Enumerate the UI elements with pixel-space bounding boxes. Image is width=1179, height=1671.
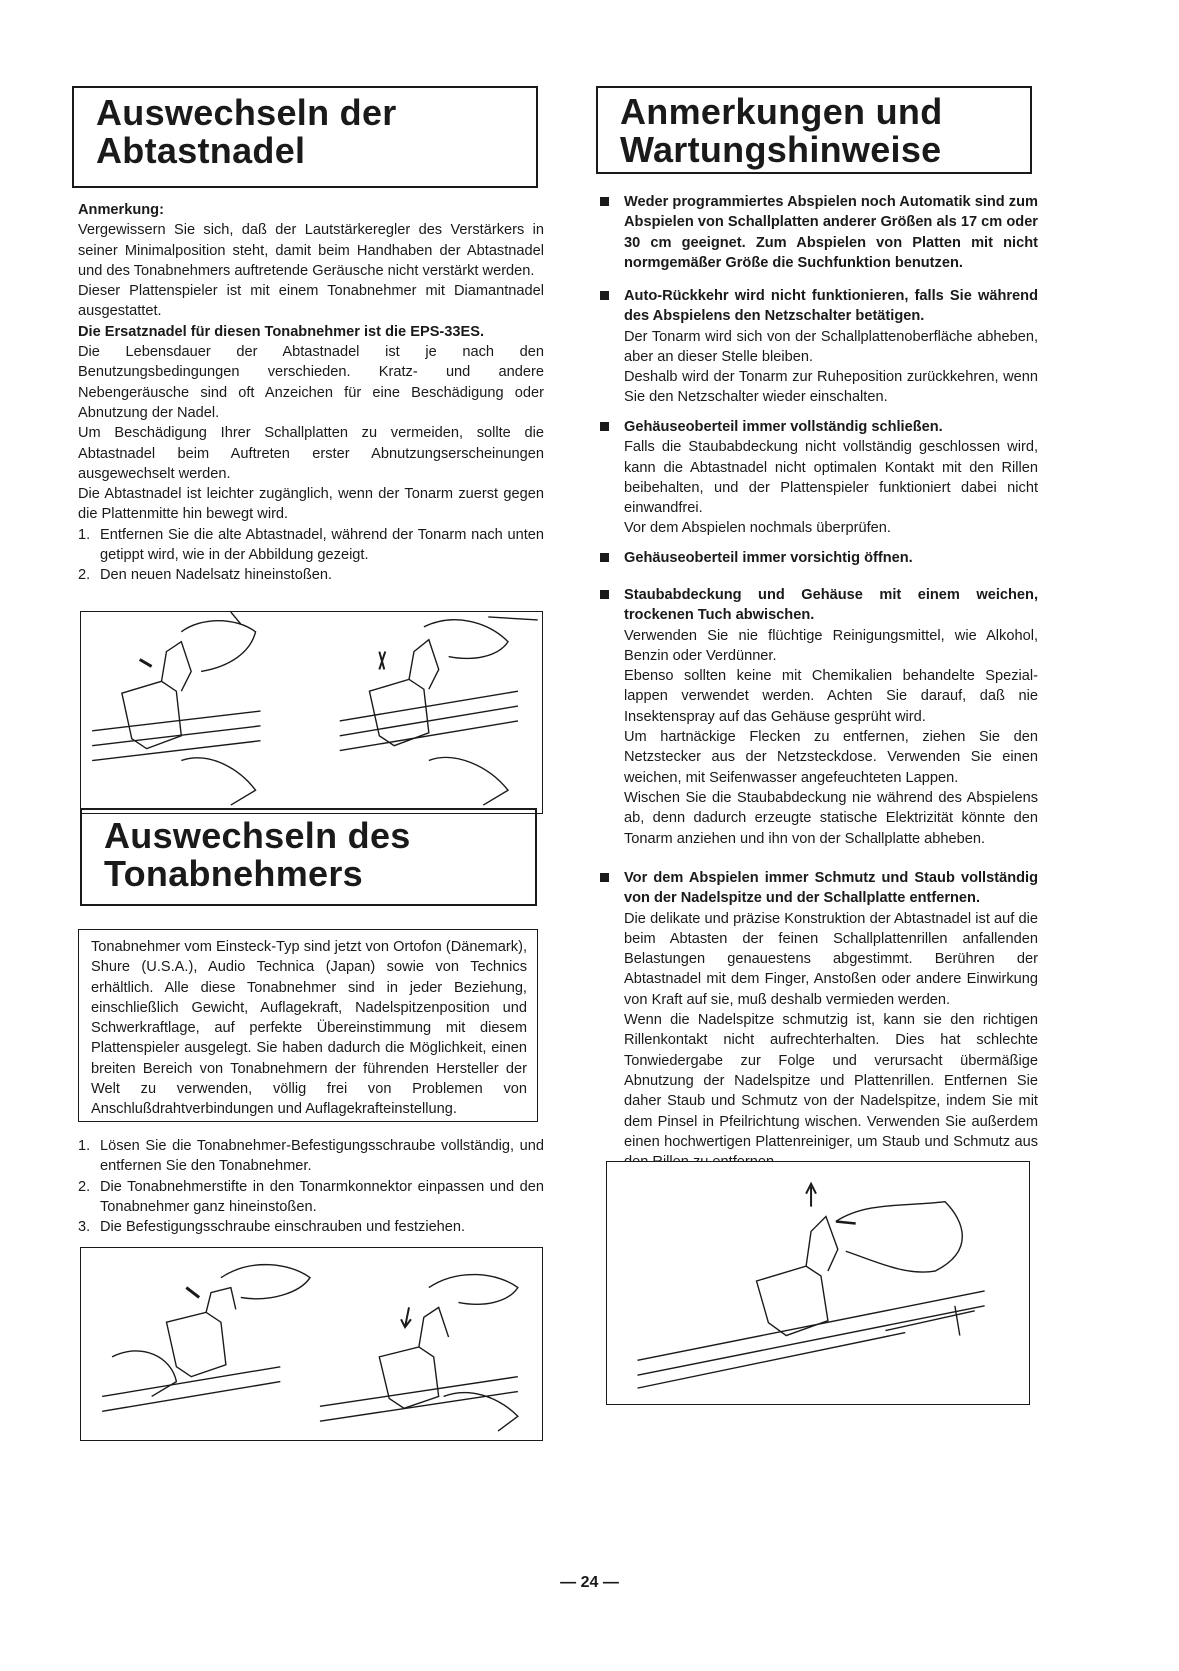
list-item: Gehäuseoberteil immer vorsichtig öffnen. (598, 548, 1038, 568)
paragraph: Die Abtastnadel ist leichter zugänglich, wenn der Tonarm zuerst gegen die Plattenmitte hin bewegt wird. (78, 486, 544, 523)
paragraph: Tonabnehmer vom Einsteck-Typ sind jetzt von Ortofon (Dänemark), Shure (U.S.A.), Audio Technica (Japan) sowie von Technics erhältlich. Alle diese Tonabnehmer sind in jeder Beziehung, einschließlich Gewicht, Auflagekraft, Nadelspitzenposition und Schwerkraftlage, auf perfekte Übereinstimmung mit diesem Plattenspieler ausgelegt. Sie haben dadurch die Möglichkeit, einen breiten Bereich von Tonabnehmern der führenden Hersteller der Welt zu verwenden, völlig frei von Problemen von Anschlußdrahtverbindungen und Auflagekrafteinstellung. (91, 939, 527, 1118)
paragraph: Vergewissern Sie sich, daß der Lautstärkeregler des Verstärkers in seiner Minimalposition steht, damit beim Handhaben der Abtastnadel und des Tonabnehmers auftretende Geräusche nicht verstärkt werden. (78, 222, 544, 279)
title-line-1: Anmerkungen und (620, 91, 943, 132)
title-line-2: Wartungshinweise (620, 129, 942, 170)
bullet-square (600, 590, 609, 599)
title-cartridge-replacement (80, 808, 537, 906)
list-item: 2. Die Tonabnehmerstifte in den Tonarmkonnektor einpassen und den Tonabnehmer ganz hineinstoßen. (78, 1178, 544, 1215)
list-item: 1. Entfernen Sie die alte Abtastnadel, während der Tonarm nach unten getippt wird, wie in der Abbildung gezeigt. (78, 526, 544, 564)
bullet-square (600, 553, 609, 562)
title-notes-maintenance (596, 86, 1032, 174)
list-item: 2. Den neuen Nadelsatz hineinstoßen. (78, 567, 333, 584)
list-item: 3. Die Befestigungsschraube einschrauben und festziehen. (78, 1219, 466, 1236)
cartridge-steps-block (78, 1136, 544, 1237)
bullet-square (600, 291, 609, 300)
cartridge-steps (78, 1136, 544, 1237)
cartridge-replacement-illustration (80, 1247, 543, 1441)
list-item: 1. Lösen Sie die Tonabnehmer-Befestigungsschraube vollständig, und entfernen Sie den Tonabnehmer. (78, 1138, 544, 1175)
title-line-2: Abtastnadel (96, 130, 306, 171)
bullet-square (600, 422, 609, 431)
stylus-steps (78, 525, 544, 586)
list-item: Auto-Rückkehr wird nicht funktionieren, falls Sie während des Abspielens den Netzschalter betätigen. Der Tonarm wird sich von der Schallplattenoberfläche abheben, aber an dieser Stelle bleiben. Deshalb wird der Tonarm zur Ruheposition zurückkehren, wenn Sie den Netzschalter wieder einschalten. (598, 286, 1038, 408)
list-item: Gehäuseoberteil immer vollständig schließen. Falls die Staubabdeckung nicht vollständig geschlossen wird, kann die Abtastnadel nicht optimalen Kontakt mit den Rillen beibehalten, und der Plattenspieler funktioniert dabei nicht einwandfrei. Vor dem Abspielen nochmals überprüfen. (598, 417, 1038, 539)
paragraph: Die Lebensdauer der Abtastnadel ist je nach den Benutzungsbedingungen verschieden. Kratz- und andere Nebengeräusche sind oft Anzeichen für eine Beschädigung oder Abnutzung der Nadel. (78, 344, 544, 421)
title-stylus-replacement (72, 86, 538, 188)
paragraph: Dieser Plattenspieler ist mit einem Tonabnehmer mit Diamantnadel ausgestattet. (78, 283, 544, 320)
stylus-cleaning-illustration (606, 1161, 1030, 1405)
bullet-square (600, 873, 609, 882)
stylus-replacement-illustration (80, 611, 543, 814)
title-line-1: Auswechseln der (96, 92, 397, 133)
stylus-text-block (78, 200, 544, 586)
list-item: Weder programmiertes Abspielen noch Automatik sind zum Abspielen von Schallplatten anderer Größen als 17 cm oder 30 cm geeignet. Zum Abspielen von Platten mit nicht normgemäßer Größe die Suchfunktion benutzen. (598, 192, 1038, 273)
title-line-2: Tonabnehmers (104, 853, 363, 894)
bullet-square (600, 197, 609, 206)
page-number: — 24 — (560, 1574, 619, 1591)
replacement-stylus-note: Die Ersatznadel für diesen Tonabnehmer ist die EPS-33ES. (78, 323, 485, 340)
note-label: Anmerkung: (78, 202, 164, 218)
paragraph: Um Beschädigung Ihrer Schallplatten zu vermeiden, sollte die Abtastnadel beim Auftreten erster Abnutzungserscheinungen ausgewechselt werden. (78, 425, 544, 482)
title-line-1: Auswechseln des (104, 815, 411, 856)
list-item: Staubabdeckung und Gehäuse mit einem weichen, trockenen Tuch abwischen. Verwenden Sie nie flüchtige Reinigungsmittel, wie Alkohol, Benzin oder Verdünner. Ebenso sollten keine mit Chemikalien behandelte Spezial-lappen verwendet werden. Achten Sie darauf, daß nie Insektenspray auf das Gehäuse gesprüht wird. Um hartnäckige Flecken zu entfernen, ziehen Sie den Netzstecker aus der Netzsteckdose. Verwenden Sie einen weichen, mit Seifenwasser angefeuchteten Lappen. Wischen Sie die Staubabdeckung nie während des Abspielens ab, denn dadurch erzeugte statische Elektrizität könnte den Tonarm anziehen und ihn von der Schallplatte abheben. (598, 585, 1038, 849)
list-item: Vor dem Abspielen immer Schmutz und Staub vollständig von der Nadelspitze und der Schallplatte entfernen. Die delikate und präzise Konstruktion der Abtastnadel ist auf die beim Abtasten der feinen Schallplattenrillen anfallenden Belastungen genauestens abgestimmt. Berühren der Abtastnadel mit dem Finger, Anstoßen oder andere Einwirkung von Kraft auf sie, muß deshalb vermieden werden. Wenn die Nadelspitze schmutzig ist, kann sie den richtigen Rillenkontakt nicht aufrechterhalten. Dies hat schlechte Tonwiedergabe zur Folge und verursacht übermäßige Abnutzung der Nadelspitze und Plattenrillen. Entfernen Sie daher Staub und Schmutz von der Nadelspitze, indem Sie mit dem Pinsel in Pfeilrichtung wischen. Verwenden Sie außerdem einen hochwertigen Plattenreiniger, um Staub und Schmutz aus (598, 868, 1038, 1172)
cartridge-info-box (78, 929, 538, 1122)
